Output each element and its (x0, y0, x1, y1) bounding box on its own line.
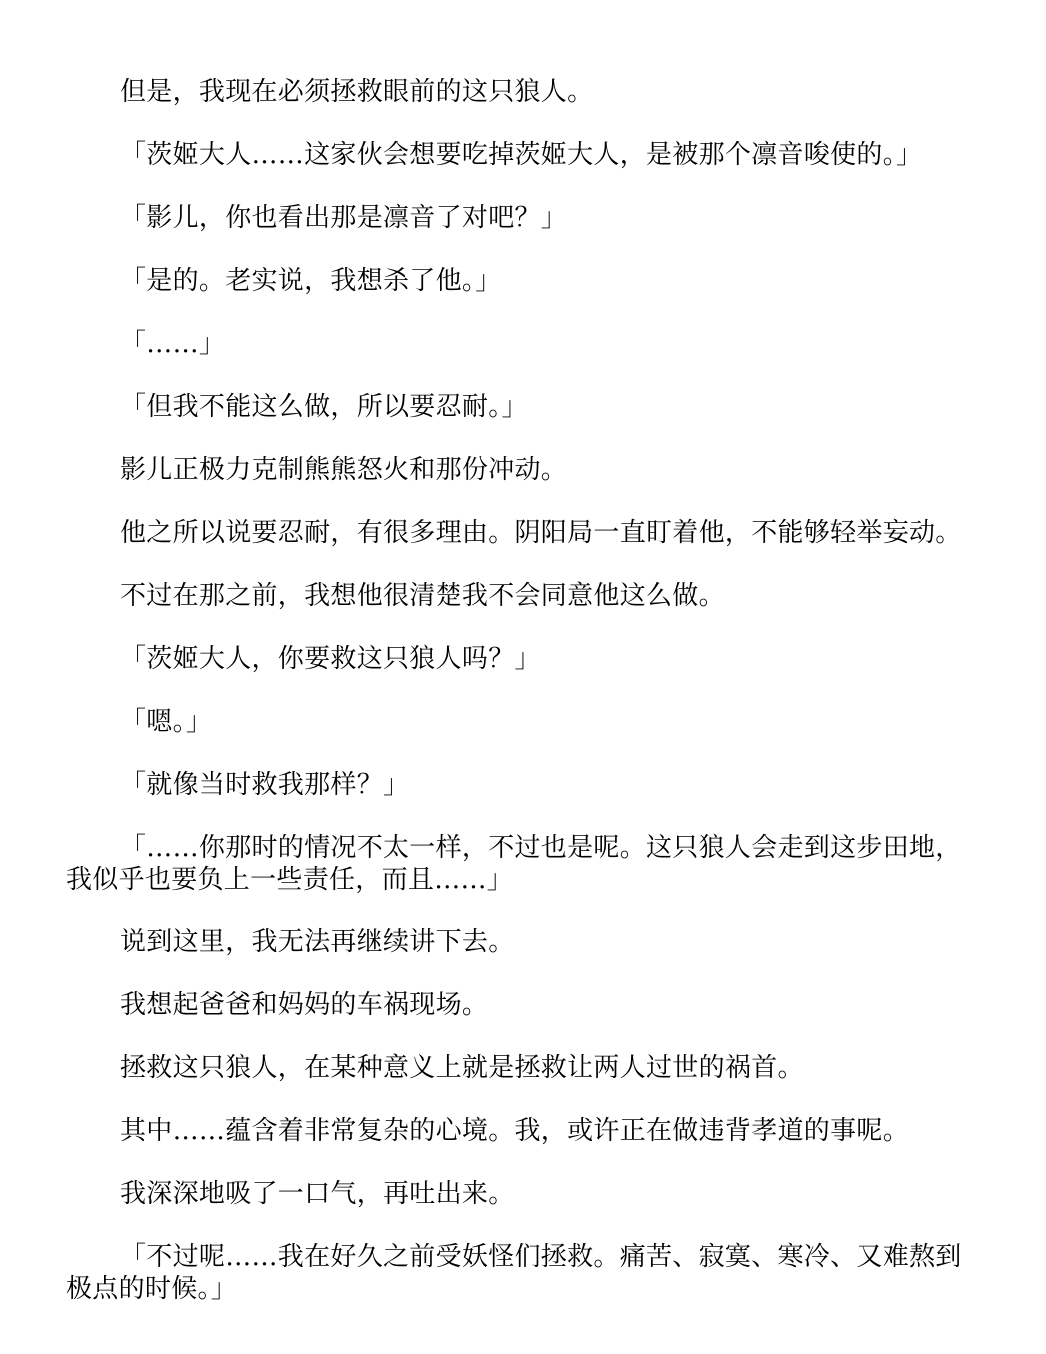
paragraph: 「不过呢……我在好久之前受妖怪们拯救。痛苦、寂寞、寒冷、又难熬到极点的时候。」 (66, 1242, 962, 1304)
paragraph: 他之所以说要忍耐，有很多理由。阴阳局一直盯着他，不能够轻举妄动。 (120, 518, 962, 548)
paragraph: 「但我不能这么做，所以要忍耐。」 (120, 392, 528, 422)
paragraph: 说到这里，我无法再继续讲下去。 (120, 927, 515, 957)
paragraph: 「是的。老实说，我想杀了他。」 (120, 266, 502, 296)
paragraph: 「嗯。」 (120, 707, 213, 737)
paragraph: 「……」 (120, 329, 226, 359)
paragraph: 「……你那时的情况不太一样，不过也是呢。这只狼人会走到这步田地，我似乎也要负上一些责任，而且……」 (66, 833, 962, 895)
paragraph: 「影儿，你也看出那是凛音了对吧？」 (120, 203, 568, 233)
paragraph: 不过在那之前，我想他很清楚我不会同意他这么做。 (120, 581, 725, 611)
paragraph: 拯救这只狼人，在某种意义上就是拯救让两人过世的祸首。 (120, 1053, 804, 1083)
paragraph: 影儿正极力克制熊熊怒火和那份冲动。 (120, 455, 568, 485)
paragraph: 「茨姬大人……这家伙会想要吃掉茨姬大人，是被那个凛音唆使的。」 (120, 140, 923, 170)
paragraph: 但是，我现在必须拯救眼前的这只狼人。 (120, 77, 594, 107)
paragraph: 我深深地吸了一口气，再吐出来。 (120, 1179, 515, 1209)
paragraph: 「就像当时救我那样？」 (120, 770, 410, 800)
paragraph: 其中……蕴含着非常复杂的心境。我，或许正在做违背孝道的事呢。 (120, 1116, 910, 1146)
document-page (66, 76, 978, 1335)
paragraph: 「茨姬大人，你要救这只狼人吗？」 (120, 644, 541, 674)
paragraph: 我想起爸爸和妈妈的车祸现场。 (120, 990, 489, 1020)
